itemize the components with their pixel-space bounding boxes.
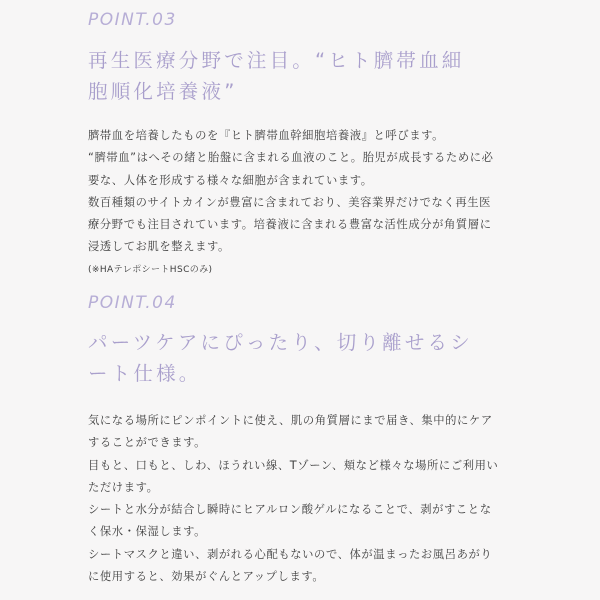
point-04-heading-line: ート仕様。 [88,362,202,385]
point-04-body-line: 気になる場所にピンポイントに使え、肌の角質層にまで届き、集中的にケア [88,414,493,427]
point-04-section [88,293,538,588]
point-04-body-line: く保水・保湿します。 [88,525,207,539]
point-03-label: POINT.03 [88,10,177,30]
point-03-section [88,10,538,281]
point-04-heading [88,327,538,389]
point-03-body-line: 療分野でも注目されています。培養液に含まれる豊富な活性成分が角質層に [88,218,492,232]
point-04-body-line: に使用すると、効果がぐんとアップします。 [88,570,325,584]
point-03-body-line: “臍帯血”はへその緒と胎盤に含まれる血液のこと。胎児が成長するために必 [88,151,494,165]
point-04-body-line: ただけます。 [88,480,159,494]
point-03-body-line: 浸透してお肌を整えます。 [88,240,230,254]
point-04-label: POINT.04 [88,293,177,313]
point-04-body-line: 目もと、口もと、しわ、ほうれい線、Tゾーン、頬など様々な場所にご利用い [88,458,499,472]
point-03-heading-line: 胞順化培養液” [88,80,238,103]
point-04-body-line: することができます。 [88,436,207,450]
point-03-body-line: 数百種類のサイトカインが豊富に含まれており、美容業界だけでなく再生医 [88,195,492,209]
point-03-body-line: 要な、人体を形成する様々な細胞が含まれています。 [88,173,373,187]
point-03-heading [88,45,538,107]
point-03-heading-line: 再生医療分野で注目。“ヒト臍帯血細 [88,49,465,72]
point-04-body-line: シートマスクと違い、剥がれる心配もないので、体が温まったお風呂あがり [88,547,493,561]
point-04-body-line: シートと水分が結合し瞬時にヒアルロン酸ゲルになることで、剥がすことな [88,503,492,517]
point-04-heading-line: パーツケアにぴったり、切り離せるシ [88,331,473,354]
point-03-footnote: (※HAテレポシートHSCのみ) [88,264,213,275]
point-03-body-line: 臍帯血を培養したものを『ヒト臍帯血幹細胞培養液』と呼びます。 [88,129,445,142]
point-03-body [88,125,538,281]
point-04-body [88,410,538,588]
